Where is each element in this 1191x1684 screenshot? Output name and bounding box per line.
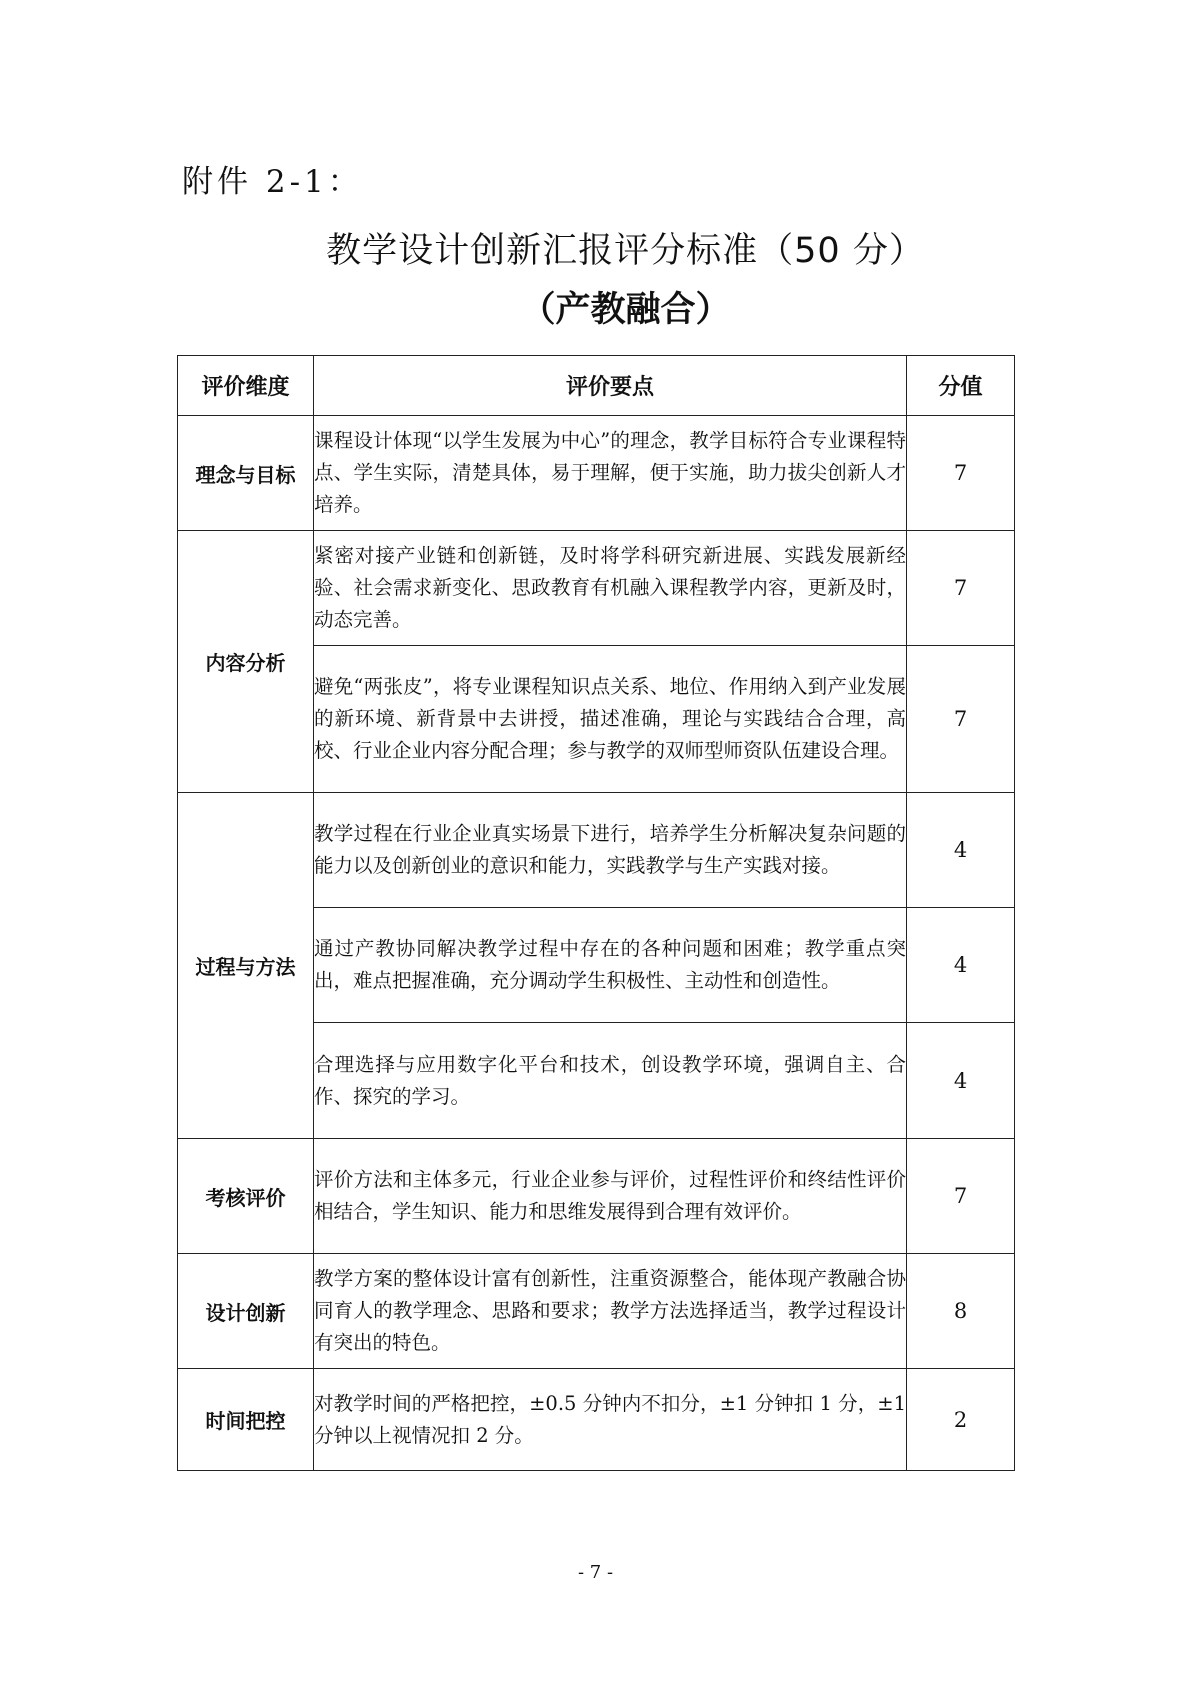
header-point: 评价要点 (314, 356, 907, 416)
point-cell: 教学方案的整体设计富有创新性，注重资源整合，能体现产教融合协同育人的教学理念、思路和要求；教学方法选择适当，教学过程设计有突出的特色。 (314, 1254, 907, 1369)
dimension-cell: 时间把控 (178, 1369, 314, 1471)
point-cell: 对教学时间的严格把控，±0.5 分钟内不扣分，±1 分钟扣 1 分，±1 分钟以上视情况扣 2 分。 (314, 1369, 907, 1471)
score-cell: 7 (907, 531, 1015, 646)
score-cell: 2 (907, 1369, 1015, 1471)
score-cell: 4 (907, 793, 1015, 908)
point-cell: 教学过程在行业企业真实场景下进行，培养学生分析解决复杂问题的能力以及创新创业的意识和能力，实践教学与生产实践对接。 (314, 793, 907, 908)
dimension-cell: 理念与目标 (178, 416, 314, 531)
point-cell: 避免“两张皮”，将专业课程知识点关系、地位、作用纳入到产业发展的新环境、新背景中去讲授，描述准确，理论与实践结合合理，高校、行业企业内容分配合理；参与教学的双师型师资队伍建设合理。 (314, 646, 907, 793)
score-cell: 4 (907, 908, 1015, 1023)
table-row (178, 793, 1015, 908)
point-cell: 合理选择与应用数字化平台和技术，创设教学环境，强调自主、合作、探究的学习。 (314, 1023, 907, 1139)
point-cell: 通过产教协同解决教学过程中存在的各种问题和困难；教学重点突出，难点把握准确，充分调动学生积极性、主动性和创造性。 (314, 908, 907, 1023)
header-score: 分值 (907, 356, 1015, 416)
table-row (178, 416, 1015, 531)
table-header-row (178, 356, 1015, 416)
score-cell: 8 (907, 1254, 1015, 1369)
table-row (178, 1254, 1015, 1369)
scoring-table (177, 355, 1015, 1471)
attachment-label: 附件 2-1： (182, 164, 363, 200)
point-cell: 紧密对接产业链和创新链，及时将学科研究新进展、实践发展新经验、社会需求新变化、思政教育有机融入课程教学内容，更新及时，动态完善。 (314, 531, 907, 646)
dimension-cell: 考核评价 (178, 1139, 314, 1254)
point-cell: 课程设计体现“以学生发展为中心”的理念，教学目标符合专业课程特点、学生实际，清楚具体，易于理解，便于实施，助力拔尖创新人才培养。 (314, 416, 907, 531)
point-cell: 评价方法和主体多元，行业企业参与评价，过程性评价和终结性评价相结合，学生知识、能力和思维发展得到合理有效评价。 (314, 1139, 907, 1254)
score-cell: 7 (907, 646, 1015, 793)
dimension-cell: 内容分析 (178, 531, 314, 793)
page-number: - 7 - (577, 1562, 614, 1583)
score-cell: 4 (907, 1023, 1015, 1139)
table-row (178, 531, 1015, 646)
table-row (178, 1369, 1015, 1471)
dimension-cell: 过程与方法 (178, 793, 314, 1139)
dimension-cell: 设计创新 (178, 1254, 314, 1369)
document-title: 教学设计创新汇报评分标准（50 分） (326, 231, 925, 271)
header-dimension: 评价维度 (178, 356, 314, 416)
table-row (178, 1139, 1015, 1254)
document-subtitle: （产教融合） (520, 290, 731, 330)
score-cell: 7 (907, 416, 1015, 531)
score-cell: 7 (907, 1139, 1015, 1254)
